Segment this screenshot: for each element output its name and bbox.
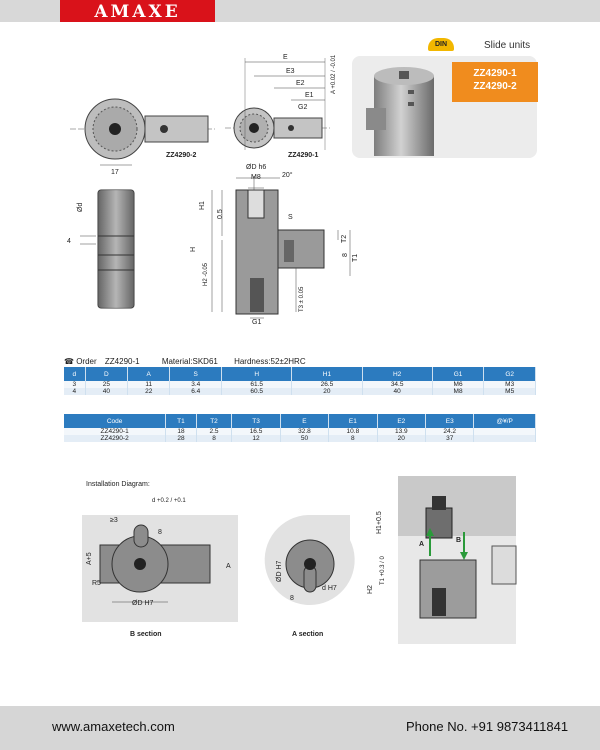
dim-t1-tol: T1 +0.3 / 0 — [380, 556, 386, 585]
table-row — [64, 428, 536, 435]
cell: 3.4 — [170, 381, 222, 388]
th-d: d — [64, 367, 85, 381]
dim-e3: E3 — [286, 68, 295, 75]
cell: ZZ4290-1 — [64, 428, 166, 435]
dim-a5: A+5 — [86, 552, 93, 565]
arrow-label-a: A — [419, 541, 425, 548]
dim-e: E — [283, 54, 288, 61]
cell: 8 — [196, 435, 232, 442]
cell: 40 — [362, 388, 432, 395]
dim-e1: E1 — [305, 92, 314, 99]
dim-17: 17 — [111, 169, 119, 176]
th-D: D — [85, 367, 127, 381]
technical-drawings — [0, 40, 600, 360]
cell: 34.5 — [362, 381, 432, 388]
phone-icon: ☎ — [64, 357, 74, 366]
cell: 60.5 — [222, 388, 292, 395]
dim-g2: G2 — [298, 104, 308, 111]
table-row — [64, 435, 536, 442]
dim-t2: T2 — [341, 234, 348, 243]
model-label-right: ZZ4290-1 — [288, 152, 319, 159]
brand-logo: AMAXE — [94, 2, 181, 22]
cell: 3 — [64, 381, 85, 388]
model-label-left: ZZ4290-2 — [166, 152, 197, 159]
th-E3: E3 — [426, 414, 474, 428]
dim-ge3: ≥3 — [110, 517, 118, 524]
order-line — [64, 357, 306, 366]
th-A: A — [128, 367, 170, 381]
cell: 61.5 — [222, 381, 292, 388]
spec-table-1 — [64, 367, 536, 395]
dim-od6: ØD h6 — [246, 164, 267, 171]
tag-code-1: ZZ4290-1 — [473, 68, 517, 79]
tag-code-2: ZZ4290-2 — [473, 81, 517, 92]
cell: 8 — [329, 435, 377, 442]
cell: ZZ4290-2 — [64, 435, 166, 442]
th-H2: H2 — [362, 367, 432, 381]
th-G2: G2 — [484, 367, 536, 381]
th-E: E — [280, 414, 328, 428]
th-code: Code — [64, 414, 166, 428]
cell — [474, 435, 536, 442]
dim-h2: H2 -0.05 — [203, 262, 209, 286]
cell: 2.5 — [196, 428, 232, 435]
th-S: S — [170, 367, 222, 381]
cell: 20 — [292, 388, 362, 395]
dim-h2: H2 — [367, 585, 374, 594]
th-H1: H1 — [292, 367, 362, 381]
dim-t1: T1 — [352, 253, 359, 262]
th-E1: E1 — [329, 414, 377, 428]
dim-b-8: 8 — [158, 529, 162, 536]
side-view-pin — [80, 190, 134, 308]
cell: M8 — [432, 388, 484, 395]
cell: 50 — [280, 435, 328, 442]
a-section-label: A section — [292, 631, 324, 638]
th-T3: T3 — [232, 414, 280, 428]
dim-a: A — [226, 563, 231, 570]
cell: 10.8 — [329, 428, 377, 435]
cell: M6 — [432, 381, 484, 388]
dim-e2: E2 — [296, 80, 305, 87]
order-code: ZZ4290-1 — [104, 357, 140, 366]
page-title: Slide units — [484, 40, 531, 51]
cell: 25 — [85, 381, 127, 388]
dim-d-h7: d H7 — [322, 585, 337, 592]
cell: 18 — [166, 428, 196, 435]
dim-8: 8 — [342, 253, 349, 257]
cell: 6.4 — [170, 388, 222, 395]
dim-t3: T3 ± 0.05 — [299, 286, 305, 312]
dim-m8: M8 — [251, 174, 261, 181]
order-hardness: Hardness:52±2HRC — [234, 357, 306, 366]
arrow-label-b: B — [456, 537, 462, 544]
phone-number: Phone No. +91 9873411841 — [406, 719, 569, 734]
order-material: Material:SKD61 — [161, 357, 218, 366]
dim-05: 0.5 — [217, 209, 224, 219]
top-view-zz4290-1 — [225, 58, 330, 150]
cell: M3 — [484, 381, 536, 388]
website-link[interactable]: www.amaxetech.com — [52, 719, 175, 734]
cell: 26.5 — [292, 381, 362, 388]
cell: 11 — [128, 381, 170, 388]
dim-r5: R5 — [92, 580, 101, 587]
dim-h: H — [190, 246, 197, 252]
dim-a-8: 8 — [290, 595, 294, 602]
table-header-row — [64, 414, 536, 428]
cell: 24.2 — [426, 428, 474, 435]
cell: 13.9 — [377, 428, 425, 435]
th-T2: T2 — [196, 414, 232, 428]
dim-s: S — [288, 214, 293, 221]
dim-4: 4 — [67, 238, 71, 245]
dim-od-h7-a: ØD H7 — [276, 560, 283, 582]
din-badge: DIN — [428, 38, 454, 51]
dim-od: Ød — [77, 202, 84, 212]
cell: 32.8 — [280, 428, 328, 435]
cell: 28 — [166, 435, 196, 442]
th-E2: E2 — [377, 414, 425, 428]
b-section-label: B section — [130, 631, 162, 638]
cell: 16.5 — [232, 428, 280, 435]
table-row — [64, 381, 536, 388]
dim-h1: H1 — [199, 201, 206, 210]
cell: 12 — [232, 435, 280, 442]
assembly-section-drawing — [398, 476, 516, 644]
cell: 20 — [377, 435, 425, 442]
th-G1: G1 — [432, 367, 484, 381]
cell: 37 — [426, 435, 474, 442]
installation-title: Installation Diagram: — [86, 481, 150, 488]
spec-table-2 — [64, 414, 536, 442]
dim-h1-05: H1+0.5 — [376, 511, 383, 534]
th-T1: T1 — [166, 414, 196, 428]
section-view — [212, 176, 350, 318]
dim-d-tol: d +0.2 / +0.1 — [152, 498, 186, 504]
cell: M5 — [484, 388, 536, 395]
table-header-row — [64, 367, 536, 381]
cell: 22 — [128, 388, 170, 395]
th-price: @¥/P — [474, 414, 536, 428]
cell: 4 — [64, 388, 85, 395]
table-row — [64, 388, 536, 395]
dim-g1: G1 — [252, 319, 262, 326]
dim-a-tol: A +0.02 / -0.01 — [331, 54, 337, 94]
dim-20-deg: 20° — [282, 172, 293, 179]
th-H: H — [222, 367, 292, 381]
order-prefix: Order — [76, 357, 97, 366]
dim-od-h7-b: ØD H7 — [132, 600, 154, 607]
cell: 40 — [85, 388, 127, 395]
cell — [474, 428, 536, 435]
